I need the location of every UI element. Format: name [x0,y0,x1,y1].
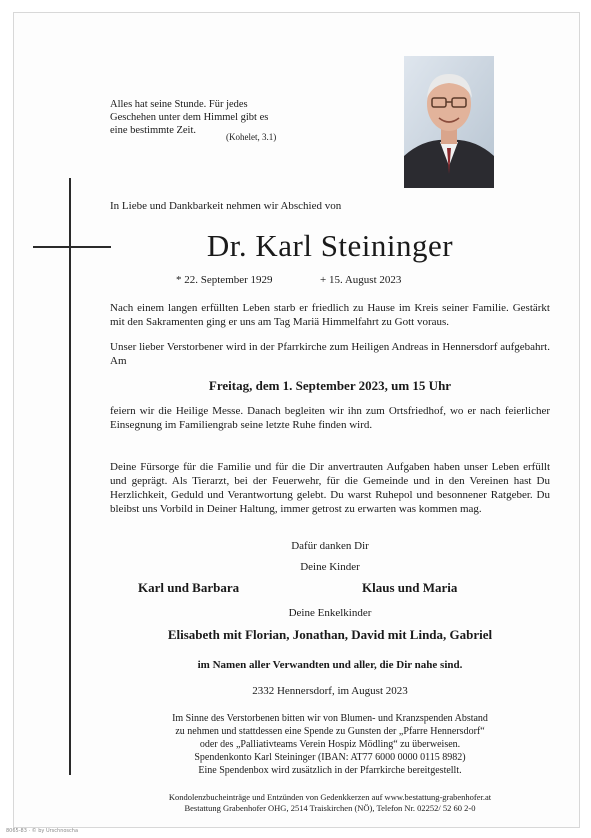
donation-note [110,712,550,777]
print-mark: 8065-83 · © by Urschnoscha [6,828,79,834]
grandchildren-label: Deine Enkelkinder [288,607,372,619]
quote-text [110,98,310,137]
quote-source: (Kohelet, 3.1) [226,132,277,142]
children-label: Deine Kinder [300,561,360,573]
intro-text: In Liebe und Dankbarkeit nehmen wir Abschied von [110,200,342,212]
funeral-home-footer [110,792,550,813]
donation-line: Eine Spendenbox wird zusätzlich in der Pfarrkirche bereitgestellt. [198,765,462,776]
grandchildren-names: Elisabeth mit Florian, Jonathan, David mit Linda, Gabriel [167,627,493,642]
footer-line: Kondolenzbucheinträge und Entzünden von Gedenkkerzen auf www.bestattung-grabenhofer.at [168,792,492,802]
cross-horizontal-bar [33,246,111,248]
funeral-date: Freitag, dem 1. September 2023, um 15 Uhr [208,378,452,393]
relatives-text: im Namen aller Verwandten und aller, die Dir nahe sind. [197,659,463,671]
donation-line: zu nehmen und stattdessen eine Spende zu Gunsten der „Pfarre Hennersdorf“ [175,726,485,737]
paragraph-mass: feiern wir die Heilige Messe. Danach begleiten wir ihn zum Ortsfriedhof, wo er nach feierlicher Einsegnung im Familiengrab seine letzte Ruhe finden wird. [110,405,550,431]
donation-line: Im Sinne des Verstorbenen bitten wir von Blumen- und Kranzspenden Abstand [172,713,488,724]
donation-line: Spendenkonto Karl Steininger (IBAN: AT77 6000 0000 0115 8982) [194,752,466,763]
child-name-right: Klaus und Maria [362,580,458,595]
cross-vertical-bar [69,178,71,775]
portrait-image [404,56,494,188]
place-date: 2332 Hennersdorf, im August 2023 [252,685,408,697]
donation-line: oder des „Palliativteams Verein Hospiz Mödling“ zu überweisen. [199,739,461,750]
child-name-left: Karl und Barbara [138,580,240,595]
footer-line: Bestattung Grabenhofer OHG, 2514 Traiskirchen (NÖ), Telefon Nr. 02252/ 52 60 2-0 [184,802,476,813]
deceased-name: Dr. Karl Steininger [206,228,454,263]
paragraph-tribute: Deine Fürsorge für die Familie und für die Dir anvertrauten Aufgaben haben unser Leben erfüllt und geprägt. Als Tierarzt, bei der Feuerwehr, für die Gemeinde und in den Vereinen hast Du Herzlichkeit, Geduld und Verantwortung gelebt. Du warst Ruhepol und besonnener Ratgeber. Du bleibst uns Vorbild in Deiner Haltung, immer getrost zu erwarten was kommen mag. [110,461,550,515]
death-date: + 15. August 2023 [320,274,402,286]
paragraph-laid-out: Unser lieber Verstorbener wird in der Pfarrkirche zum Heiligen Andreas in Hennersdorf aufgebahrt. Am [110,341,550,367]
quote-line: eine bestimmte Zeit. [110,125,197,136]
thanks-text: Dafür danken Dir [291,540,369,552]
quote-line: Alles hat seine Stunde. Für jedes [110,99,248,110]
quote-line: Geschehen unter dem Himmel gibt es [110,112,269,123]
birth-date: * 22. September 1929 [176,274,273,286]
paragraph-life: Nach einem langen erfüllten Leben starb er friedlich zu Hause im Kreis seiner Familie. Gestärkt mit den Sakramenten ging er uns am Tag Mariä Himmelfahrt zu Gott voraus. [110,302,550,328]
portrait-photo [404,56,494,188]
